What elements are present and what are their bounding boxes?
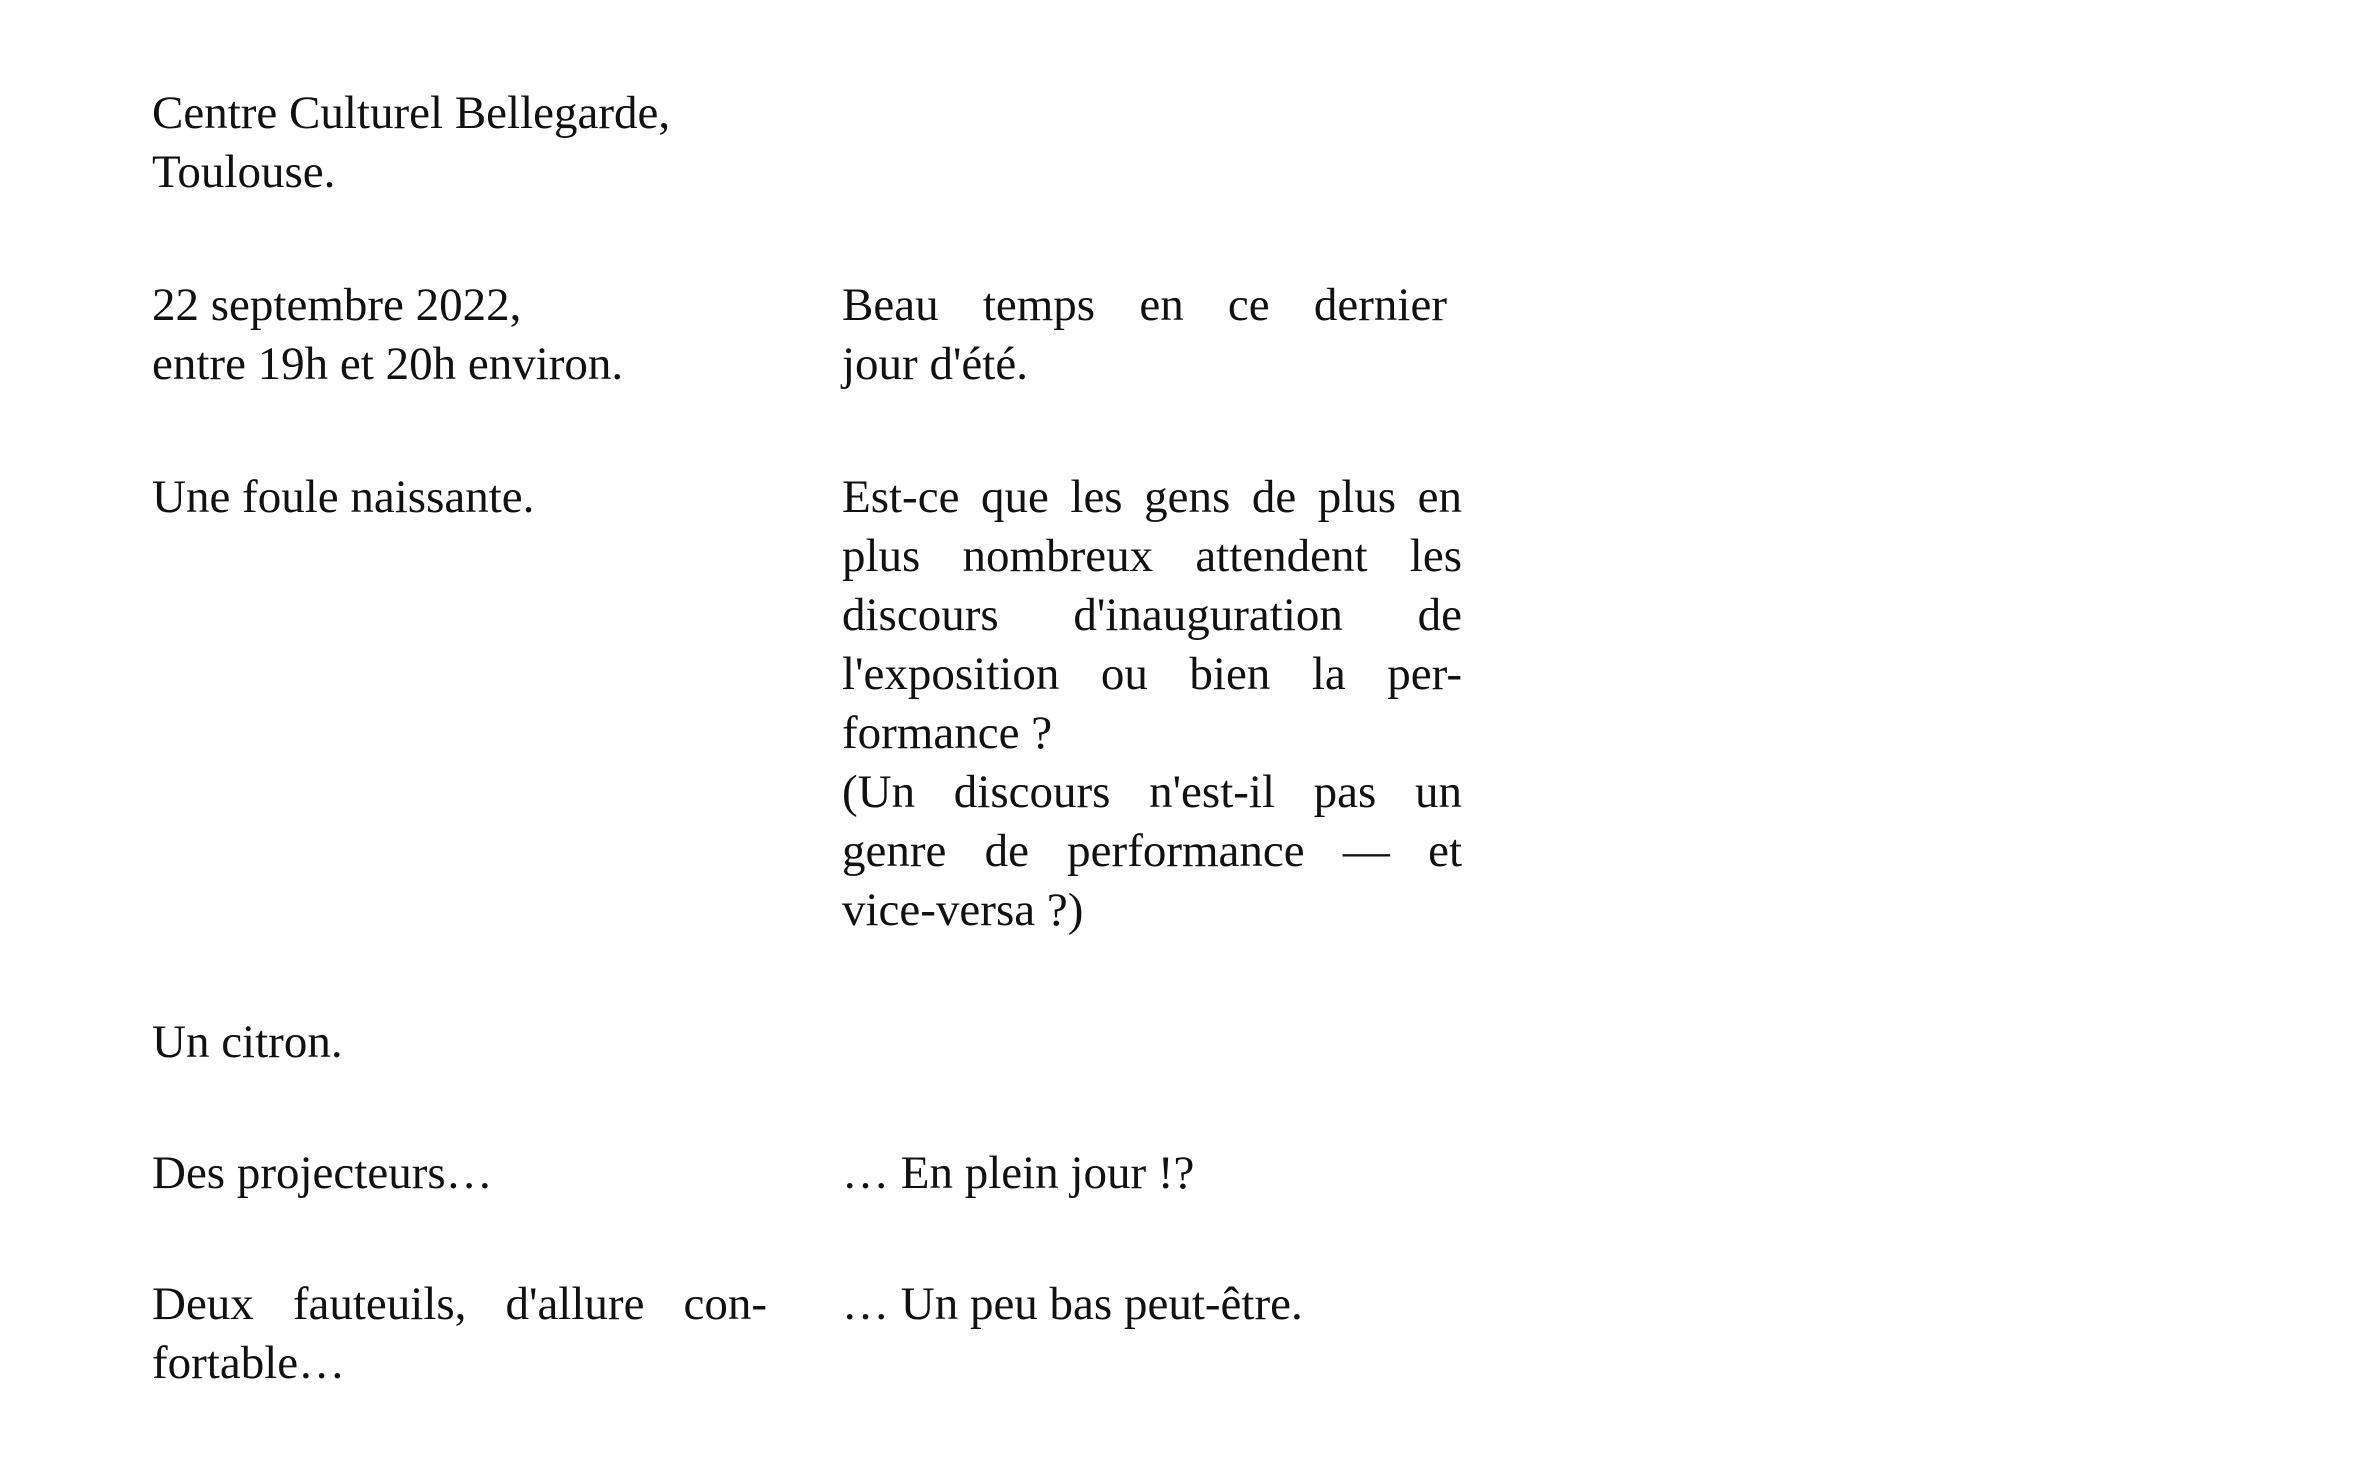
text-line: l'exposition ou bien la per- xyxy=(842,648,1462,700)
text-line: 22 septembre 2022, xyxy=(152,279,522,331)
location-text xyxy=(152,84,772,202)
text-line: discours d'inauguration de xyxy=(842,589,1462,641)
text-line: jour d'été. xyxy=(842,338,1028,390)
date-text xyxy=(152,276,772,394)
armchairs-note xyxy=(842,1275,1462,1334)
crowd-note xyxy=(842,468,1462,940)
projectors-text xyxy=(152,1144,772,1203)
projectors-note xyxy=(842,1144,1462,1203)
text-line: vice-versa ?) xyxy=(842,884,1084,936)
armchairs-text xyxy=(152,1275,767,1393)
text-line: entre 19h et 20h environ. xyxy=(152,338,624,390)
text-line: Un citron. xyxy=(152,1016,343,1068)
crowd-text xyxy=(152,468,772,527)
text-line: genre de performance — et xyxy=(842,825,1462,877)
text-line: plus nombreux attendent les xyxy=(842,530,1462,582)
text-line: … Un peu bas peut-être. xyxy=(842,1278,1303,1330)
weather-note xyxy=(842,276,1447,394)
text-line: Une foule naissante. xyxy=(152,471,535,523)
text-line: Est-ce que les gens de plus en xyxy=(842,471,1462,523)
text-line: Toulouse. xyxy=(152,146,336,198)
text-line: (Un discours n'est-il pas un xyxy=(842,766,1462,818)
text-line: Des projecteurs… xyxy=(152,1147,493,1199)
text-line: formance ? xyxy=(842,707,1053,759)
text-line: Deux fauteuils, d'allure con- xyxy=(152,1278,767,1330)
lemon-text xyxy=(152,1013,772,1072)
text-line: fortable… xyxy=(152,1337,346,1389)
text-line: … En plein jour !? xyxy=(842,1147,1195,1199)
text-line: Beau temps en ce dernier xyxy=(842,279,1447,331)
text-line: Centre Culturel Bellegarde, xyxy=(152,87,671,139)
